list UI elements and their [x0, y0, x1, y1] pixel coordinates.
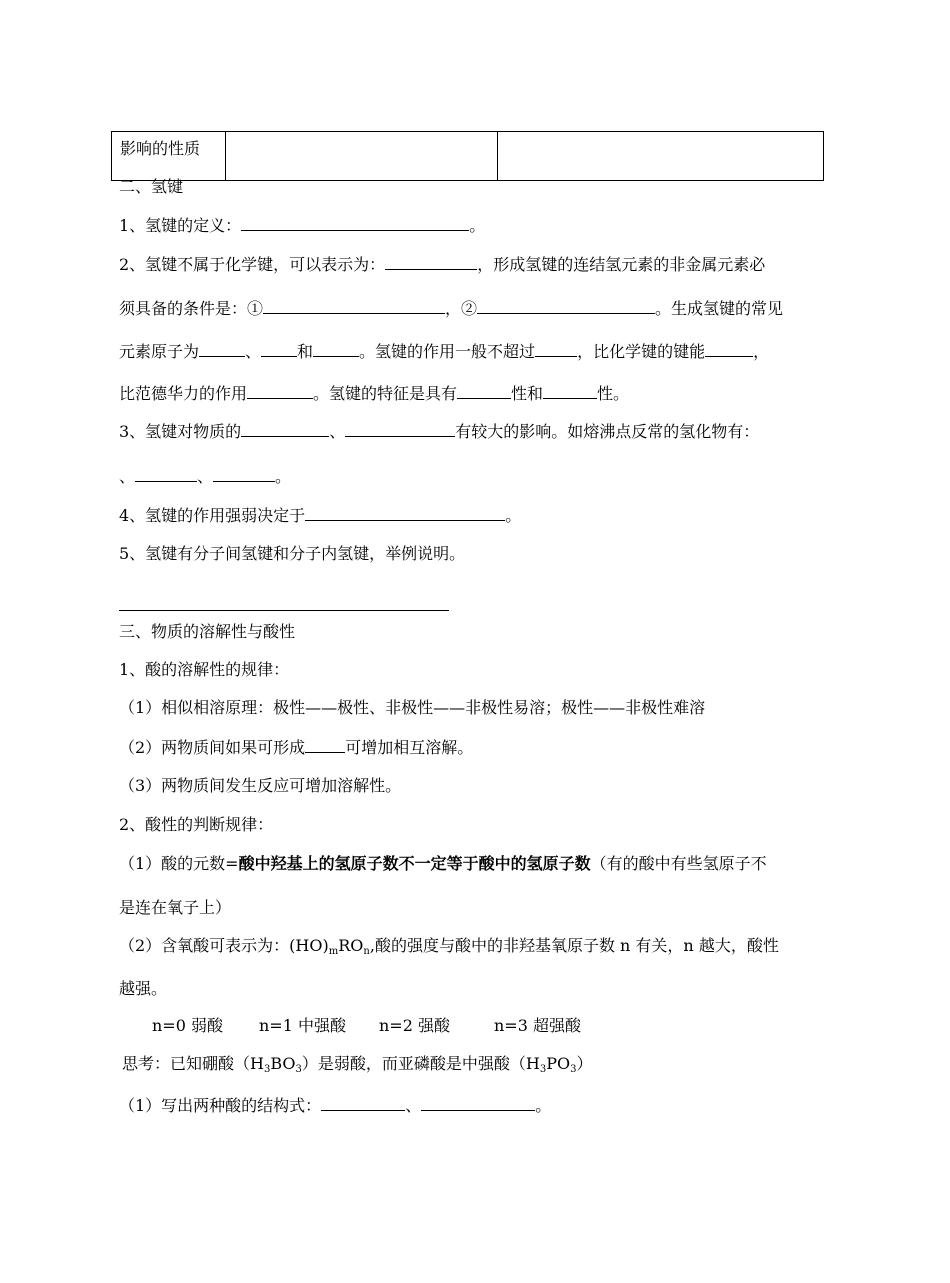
question-3-line-2 — [119, 465, 291, 488]
answer-blank[interactable] — [263, 297, 445, 314]
text: 、 — [245, 342, 262, 361]
text: 4、氢键的作用强弱决定于 — [119, 506, 306, 525]
text: 1、氢键的定义： — [119, 216, 242, 235]
text: 。氢键的特征是具有 — [313, 384, 458, 403]
rule-1-item-1: （1）相似相溶原理：极性——极性、非极性——非极性易溶；极性——非极性难溶 — [119, 698, 706, 717]
question-3-line-1 — [119, 420, 759, 443]
answer-blank[interactable] — [705, 340, 753, 357]
answer-blank[interactable] — [305, 736, 345, 753]
properties-table — [111, 131, 824, 181]
text: ）是弱酸，而亚磷酸是中强酸（H — [301, 1054, 540, 1073]
answer-blank[interactable] — [385, 253, 477, 270]
question-2-line-2 — [119, 297, 783, 320]
text: PO — [546, 1054, 571, 1073]
text: 。 — [535, 1096, 552, 1115]
question-4 — [119, 504, 521, 527]
text: 和 — [297, 342, 314, 361]
answer-blank[interactable] — [247, 382, 313, 399]
section-heading-hydrogen-bond: 二、氢键 — [119, 177, 184, 196]
text: 2、氢键不属于化学键，可以表示为： — [119, 255, 386, 274]
rule-2: 2、酸性的判断规律： — [119, 815, 274, 834]
think-question — [122, 1053, 593, 1075]
answer-blank[interactable] — [135, 465, 197, 482]
level-label: n=3 超强酸 — [494, 1016, 581, 1035]
answer-blank[interactable] — [241, 420, 329, 437]
question-2-line-4 — [119, 382, 629, 405]
subscript: m — [328, 946, 339, 957]
answer-blank[interactable] — [313, 340, 359, 357]
section-heading-solubility-acidity: 三、物质的溶解性与酸性 — [119, 622, 296, 641]
text: 、 — [329, 422, 346, 441]
subscript: 3 — [295, 1064, 302, 1075]
text: 。氢键的作用一般不超过 — [359, 342, 536, 361]
text: BO — [270, 1054, 296, 1073]
question-2-line-3 — [119, 340, 769, 363]
text: （2）两物质间如果可形成 — [119, 738, 306, 757]
text: 。 — [275, 467, 292, 486]
answer-line[interactable] — [119, 610, 449, 611]
rule-2-item-2 — [119, 935, 779, 957]
answer-blank[interactable] — [477, 297, 655, 314]
text: （有的酸中有些氢原子不 — [590, 854, 767, 873]
question-1 — [119, 214, 485, 237]
answer-blank[interactable] — [421, 1094, 535, 1111]
text: 、 — [197, 467, 214, 486]
table-cell-label: 影响的性质 — [112, 132, 226, 181]
text: （1）酸的元数= — [119, 854, 239, 873]
answer-blank[interactable] — [321, 1094, 405, 1111]
answer-blank[interactable] — [345, 420, 455, 437]
text: 性。 — [597, 384, 630, 403]
question-2-line-1 — [119, 253, 765, 276]
text: 有较大的影响。如熔沸点反常的氢化物有： — [455, 422, 760, 441]
table-row — [112, 132, 824, 181]
rule-1: 1、酸的溶解性的规律： — [119, 660, 290, 679]
subscript: 3 — [539, 1064, 547, 1075]
subscript: 3 — [263, 1064, 271, 1075]
text: （2）含氧酸可表示为：(HO) — [119, 936, 329, 955]
answer-blank[interactable] — [213, 465, 275, 482]
rule-1-item-3: （3）两物质间发生反应可增加溶解性。 — [119, 776, 402, 795]
answer-blank[interactable] — [535, 340, 577, 357]
text: RO — [338, 936, 364, 955]
text: 性和 — [511, 384, 544, 403]
answer-blank[interactable] — [543, 382, 597, 399]
rule-1-item-2 — [119, 736, 473, 759]
acid-strength-levels — [152, 1015, 581, 1037]
rule-2-item-1 — [119, 853, 767, 875]
text: 思考：已知硼酸（H — [122, 1054, 264, 1073]
text: ，② — [445, 299, 478, 318]
bold-text: 酸中羟基上的氢原子数不一定等于酸中的氢原子数 — [238, 854, 591, 873]
text: 3、氢键对物质的 — [119, 422, 242, 441]
text: 。生成氢键的常见 — [655, 299, 784, 318]
level-label: n=1 中强酸 — [259, 1016, 346, 1035]
rule-2-item-2-cont: 越强。 — [119, 979, 168, 998]
text: 比范德华力的作用 — [119, 384, 248, 403]
text: 元素原子为 — [119, 342, 200, 361]
text: 。 — [505, 506, 522, 525]
think-question-1 — [119, 1094, 551, 1117]
text: 、 — [119, 467, 136, 486]
text: ，比化学键的键能 — [577, 342, 706, 361]
rule-2-item-1-cont: 是连在氧子上） — [119, 898, 232, 917]
text: ,酸的强度与酸中的非羟基氧原子数 n 有关，n 越大，酸性 — [369, 936, 779, 955]
text: 。 — [469, 216, 486, 235]
text: ，形成氢键的连结氢元素的非金属元素必 — [477, 255, 766, 274]
answer-blank[interactable] — [457, 382, 511, 399]
level-label: n=2 强酸 — [379, 1016, 450, 1035]
text: ） — [576, 1054, 593, 1073]
answer-blank[interactable] — [199, 340, 245, 357]
answer-blank[interactable] — [305, 504, 505, 521]
text: 须具备的条件是：① — [119, 299, 264, 318]
text: ， — [753, 342, 770, 361]
answer-blank[interactable] — [261, 340, 297, 357]
table-cell — [226, 132, 498, 181]
question-5: 5、氢键有分子间氢键和分子内氢键，举例说明。 — [119, 544, 466, 563]
answer-blank[interactable] — [241, 214, 469, 231]
subscript: 3 — [570, 1064, 577, 1075]
level-label: n=0 弱酸 — [152, 1016, 223, 1035]
subscript: n — [363, 946, 370, 957]
text: 、 — [405, 1096, 422, 1115]
text: 可增加相互溶解。 — [345, 738, 474, 757]
table-cell — [498, 132, 824, 181]
text: （1）写出两种酸的结构式： — [119, 1096, 322, 1115]
